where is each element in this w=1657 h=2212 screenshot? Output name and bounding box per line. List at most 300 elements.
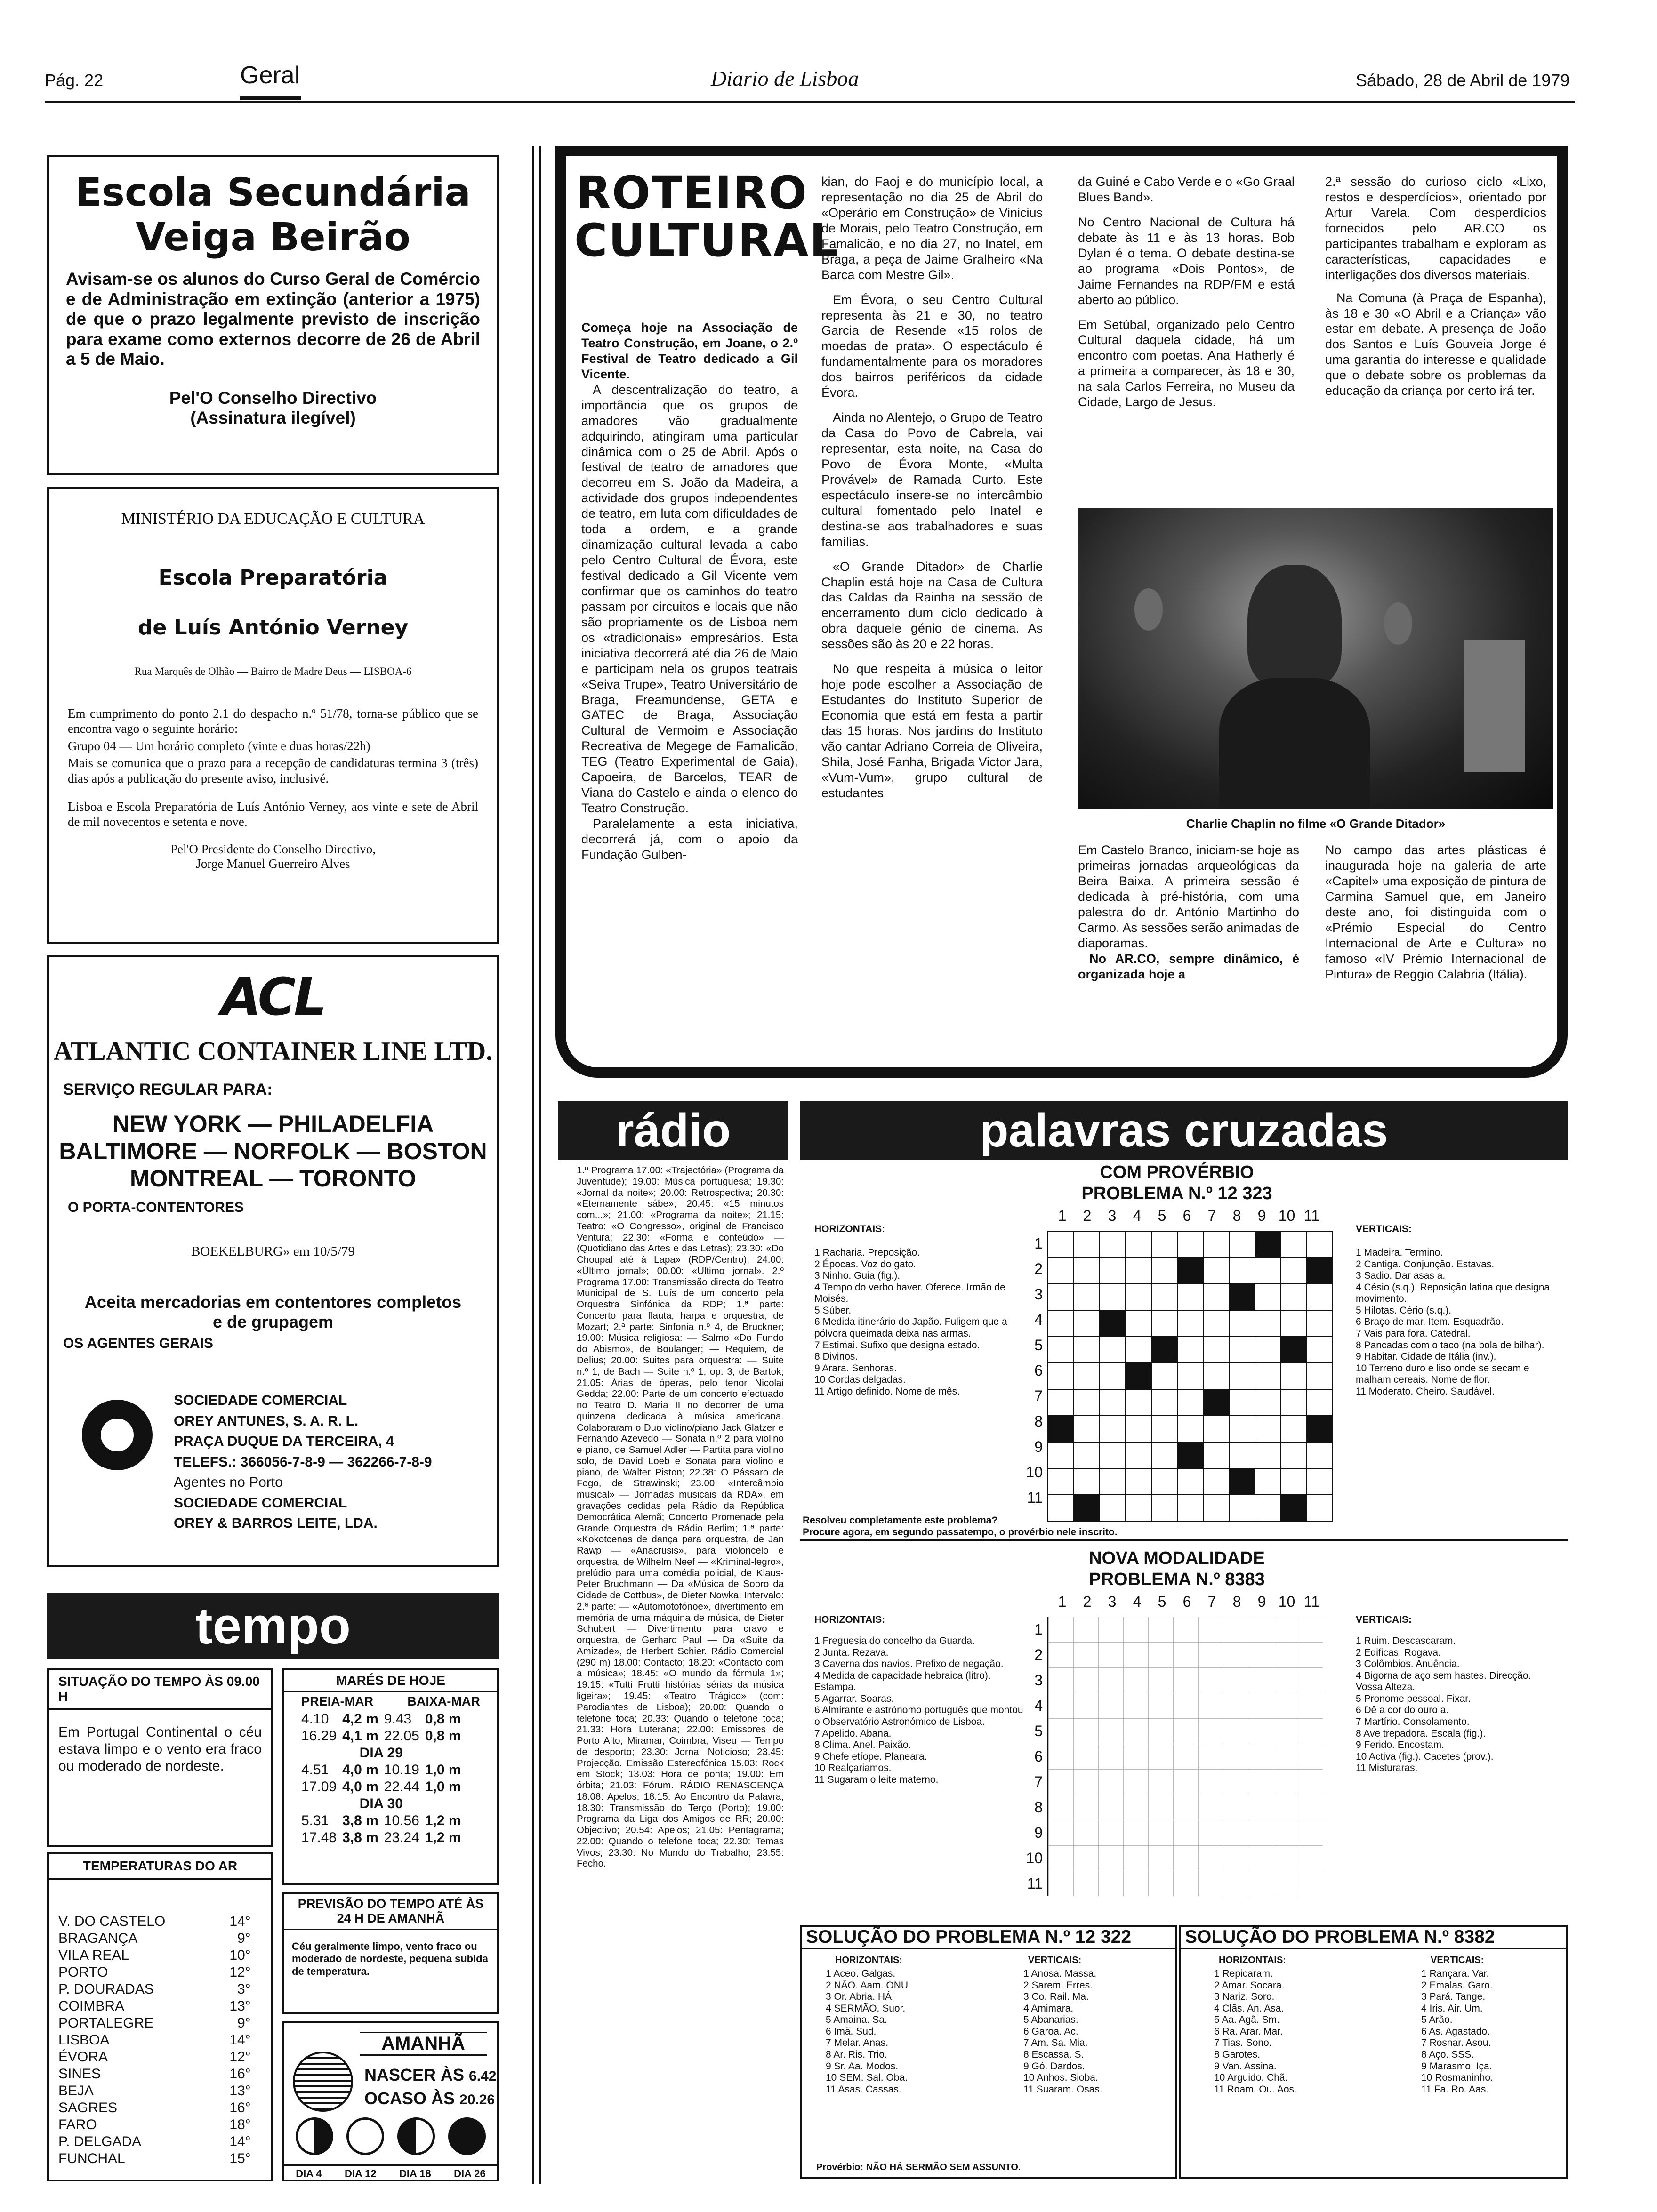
black-cell xyxy=(1203,1389,1229,1416)
grid-cell[interactable] xyxy=(1203,1442,1229,1468)
solution-entry: 1 Rançara. Var. xyxy=(1421,1968,1489,1979)
clue: 2 Junta. Rezava. xyxy=(814,1647,889,1658)
temp-row xyxy=(56,2116,254,2133)
grid-cell[interactable] xyxy=(1281,1416,1307,1442)
grid-cell[interactable] xyxy=(1203,1416,1229,1442)
tempo-band: tempo xyxy=(47,1593,499,1659)
col-number: 9 xyxy=(1257,1593,1266,1610)
ad-acl xyxy=(47,955,499,1567)
black-cell xyxy=(1100,1310,1126,1337)
clue: 5 Agarrar. Soaras. xyxy=(814,1693,894,1704)
grid-cell[interactable] xyxy=(1229,1258,1255,1284)
grid-cell[interactable] xyxy=(1126,1284,1151,1310)
black-cell xyxy=(1281,1337,1307,1363)
previsao-title: PREVISÃO DO TEMPO ATÉ ÀS 24 H DE AMANHÃ xyxy=(284,1894,497,1930)
grid-cell[interactable] xyxy=(1229,1310,1255,1337)
solution-entry: 5 Amaina. Sa. xyxy=(826,2014,887,2026)
ad-title: Escola Secundária xyxy=(75,170,471,215)
grid-cell[interactable] xyxy=(1100,1258,1126,1284)
grid-cell[interactable] xyxy=(1126,1468,1151,1495)
grid-cell[interactable] xyxy=(1074,1468,1100,1495)
solution-entry: 11 Asas. Cassas. xyxy=(826,2084,901,2095)
col-number: 8 xyxy=(1232,1593,1241,1610)
row-number: 5 xyxy=(1034,1723,1043,1739)
globe-icon xyxy=(293,2052,353,2112)
roteiro-text: No campo das artes plásticas é inaugurada hoje na galeria de arte «Capitel» uma exposição de pintura de Carmina Samuel que, em Janeiro deste ano, foi distinguida com o «Prémio Especial do Centro Internacional de Arte e Cultura» no famoso «IV Prémio Internacional de Pintura» de Reggio Calabria (Itália). xyxy=(1325,843,1546,981)
clue: 8 Clima. Anel. Paixão. xyxy=(814,1739,911,1751)
route: MONTREAL — TORONTO xyxy=(129,1165,417,1192)
temp-place: BRAGANÇA xyxy=(58,1931,138,1946)
col-number: 5 xyxy=(1158,1593,1166,1610)
roteiro-title xyxy=(574,167,839,267)
col-number: 8 xyxy=(1232,1207,1241,1224)
grid-cell[interactable] xyxy=(1177,1468,1203,1495)
col-number: 3 xyxy=(1108,1207,1117,1224)
roteiro-text: No que respeita à música o leitor hoje pode escolher a Associação de Estudantes do Instituto Superior de Economia que está em festa a partir das 15 horas. Nos jardins do Instituto vão cantar Adriano Correia de Oliveira, Shila, José Fanha, Brigada Victor Jara, «Vum-Vum», grupo cultural de estudantes xyxy=(821,662,1043,800)
clue: 6 Dê a cor do ouro a. xyxy=(1356,1705,1449,1716)
grid-cell[interactable] xyxy=(1255,1310,1281,1337)
column-divider xyxy=(539,146,541,2184)
solution-proverb: Provérbio: NÃO HÁ SERMÃO SEM ASSUNTO. xyxy=(816,2162,1021,2172)
solution-entry: 4 Amimara. xyxy=(1023,2003,1074,2014)
mare-time: 16.29 xyxy=(301,1728,337,1744)
grid-cell[interactable] xyxy=(1151,1442,1177,1468)
grid-cell[interactable] xyxy=(1126,1442,1151,1468)
solution-entry: 10 Arguido. Chã. xyxy=(1214,2072,1288,2084)
temp-row xyxy=(56,1913,254,1930)
black-cell xyxy=(1307,1258,1333,1284)
agent-name: SOCIEDADE COMERCIAL xyxy=(174,1393,347,1408)
situacao-box xyxy=(47,1668,273,1847)
grid-cell[interactable] xyxy=(1048,1468,1074,1495)
solution-entry: 4 Iris. Air. Um. xyxy=(1421,2003,1483,2014)
roteiro-lead: Começa hoje na Associação de Teatro Construção, em Joane, o 2.º Festival de Teatro dedicado a Gil Vicente. xyxy=(581,321,798,381)
solution-entry: 8 Ar. Ris. Trio. xyxy=(826,2049,887,2060)
grid-cell[interactable] xyxy=(1281,1258,1307,1284)
mare-time: 9.43 xyxy=(384,1711,412,1727)
grid-cell[interactable] xyxy=(1074,1337,1100,1363)
row-number: 4 xyxy=(1034,1697,1043,1714)
grid-cell[interactable] xyxy=(1048,1310,1074,1337)
crossword-grid-open[interactable] xyxy=(1047,1617,1323,1896)
grid-cell[interactable] xyxy=(1177,1337,1203,1363)
temperaturas-box xyxy=(47,1852,273,2181)
clue: 5 Súber. xyxy=(814,1305,852,1316)
mare-height: 0,8 m xyxy=(425,1728,461,1744)
clues-horizontal xyxy=(814,1247,1031,1397)
grid-cell[interactable] xyxy=(1126,1389,1151,1416)
situacao-title: SITUAÇÃO DO TEMPO ÀS 09.00 H xyxy=(49,1670,271,1710)
grid-cell[interactable] xyxy=(1048,1284,1074,1310)
grid-cell[interactable] xyxy=(1074,1389,1100,1416)
clues-vertical xyxy=(1356,1635,1553,1774)
verticais-label: VERTICAIS: xyxy=(1431,1955,1484,1965)
col-number: 10 xyxy=(1278,1207,1295,1224)
mare-height: 1,2 m xyxy=(425,1813,461,1828)
mare-height: 4,1 m xyxy=(342,1728,378,1744)
solution-entry: 6 Imã. Sud. xyxy=(826,2026,877,2037)
grid-cell[interactable] xyxy=(1048,1337,1074,1363)
solution-title: SOLUÇÃO DO PROBLEMA N.º 12 322 xyxy=(802,1927,1175,1949)
temp-row xyxy=(56,1981,254,1998)
clue: 7 Vais para fora. Catedral. xyxy=(1356,1328,1471,1339)
col-number: 7 xyxy=(1207,1593,1216,1610)
row-number: 8 xyxy=(1034,1799,1043,1816)
temp-place: VILA REAL xyxy=(58,1948,129,1963)
mare-height: 1,0 m xyxy=(425,1779,461,1795)
mare-time: 4.10 xyxy=(301,1711,329,1727)
grid-cell[interactable] xyxy=(1229,1442,1255,1468)
agent-name: OREY ANTUNES, S. A. R. L. xyxy=(174,1413,359,1429)
grid-cell[interactable] xyxy=(1100,1442,1126,1468)
column-divider xyxy=(532,146,534,2184)
grid-cell[interactable] xyxy=(1177,1310,1203,1337)
notice-text: Lisboa e Escola Preparatória de Luís António Verney, aos vinte e sete de Abril de mil novecentos e setenta e nove. xyxy=(68,799,478,829)
horizontais-label: HORIZONTAIS: xyxy=(814,1614,885,1625)
notice-text: Mais se comunica que o prazo para a recepção de candidaturas termina 3 (três) dias após a publicação do presente aviso, inclusivé. xyxy=(68,756,478,785)
date: Sábado, 28 de Abril de 1979 xyxy=(1356,71,1570,90)
grid-cell[interactable] xyxy=(1048,1389,1074,1416)
solution-entry: 9 Marasmo. Iça. xyxy=(1421,2060,1492,2072)
newspaper-name: Diario de Lisboa xyxy=(711,66,859,90)
temp-place: P. DELGADA xyxy=(58,2134,142,2149)
grid-cell[interactable] xyxy=(1307,1310,1333,1337)
clue: 6 Braço de mar. Item. Esquadrão. xyxy=(1356,1316,1504,1328)
row-number: 11 xyxy=(1027,1875,1043,1892)
grid-cell[interactable] xyxy=(1151,1468,1177,1495)
grid-cell[interactable] xyxy=(1255,1468,1281,1495)
solution-box-2 xyxy=(1179,1925,1568,2179)
grid-cell[interactable] xyxy=(1255,1363,1281,1389)
solution-entry: 5 Aa. Agã. Sm. xyxy=(1214,2014,1279,2026)
clue: 10 Realçariamos. xyxy=(814,1763,892,1774)
grid-cell[interactable] xyxy=(1281,1231,1307,1258)
grid-cell[interactable] xyxy=(1255,1389,1281,1416)
grid-cell[interactable] xyxy=(1126,1258,1151,1284)
roteiro-text: Em Castelo Branco, iniciam-se hoje as primeiras jornadas arqueológicas da Beira Baixa. A primeira sessão é dedicada à pré-história, com uma palestra do dr. António Martinho do Carmo. As sessões serão animadas de diaporamas. xyxy=(1078,843,1299,950)
grid-cell[interactable] xyxy=(1255,1258,1281,1284)
grid-cell[interactable] xyxy=(1151,1231,1177,1258)
temp-row xyxy=(56,2032,254,2049)
mare-time: 10.56 xyxy=(384,1813,419,1828)
solution-entry: 2 Sarem. Erres. xyxy=(1023,1980,1093,1991)
ocaso-time: 20.26 xyxy=(459,2092,495,2108)
grid-cell[interactable] xyxy=(1151,1389,1177,1416)
mare-day: DIA 30 xyxy=(359,1796,403,1811)
col-number: 6 xyxy=(1182,1593,1191,1610)
roteiro-text: kian, do Faoj e do município local, a representação no dia 25 de Abril do «Operário em Construção» de Vinicius de Morais, pelo Teatro Construção, em Famalicão, e no dia 27, no Inatel, em Braga, a peça de Jaime Gralheiro «Na Barca com Mestre Gil». xyxy=(821,175,1043,282)
grid-cell[interactable] xyxy=(1203,1363,1229,1389)
solution-entry: 9 Sr. Aa. Modos. xyxy=(826,2060,899,2072)
mare-height: 4,0 m xyxy=(342,1779,378,1795)
temp-value: 13° xyxy=(229,1998,251,2014)
temp-row xyxy=(56,2066,254,2083)
temp-row xyxy=(56,1930,254,1947)
col-number: 1 xyxy=(1058,1207,1067,1224)
grid-cell[interactable] xyxy=(1203,1231,1229,1258)
clue: 9 Arara. Senhoras. xyxy=(814,1362,897,1374)
black-cell xyxy=(1177,1442,1203,1468)
moon-new-icon xyxy=(296,2117,333,2155)
grid-cell[interactable] xyxy=(1100,1363,1126,1389)
grid-cell[interactable] xyxy=(1151,1416,1177,1442)
roteiro-title-line: CULTURAL xyxy=(574,214,839,267)
section-divider xyxy=(800,1539,1568,1541)
grid-cell[interactable] xyxy=(1151,1310,1177,1337)
grid-cell[interactable] xyxy=(1255,1284,1281,1310)
col-number: 2 xyxy=(1083,1207,1092,1224)
grid-cell[interactable] xyxy=(1100,1468,1126,1495)
roteiro-text: No Centro Nacional de Cultura há debate às 11 e às 13 horas. Bob Dylan é o tema. O debate destina-se ao programa «Dois Pontos», de Jaime Fernandes na RDP/FM e está aberto ao público. xyxy=(1078,215,1295,307)
grid-cell[interactable] xyxy=(1177,1363,1203,1389)
verticais-label: VERTICAIS: xyxy=(1356,1614,1412,1625)
temp-value: 18° xyxy=(229,2117,251,2132)
nascer-label: NASCER ÀS xyxy=(364,2065,465,2084)
mare-row xyxy=(298,1779,464,1795)
clue: 1 Madeira. Termino. xyxy=(1356,1247,1443,1258)
grid-cell[interactable] xyxy=(1255,1337,1281,1363)
grid-cell[interactable] xyxy=(1151,1258,1177,1284)
grid-cell[interactable] xyxy=(1307,1231,1333,1258)
col-number: 11 xyxy=(1303,1207,1320,1224)
mare-time: 4.51 xyxy=(301,1762,329,1778)
grid-cell[interactable] xyxy=(1281,1363,1307,1389)
grid-cell[interactable] xyxy=(1229,1389,1255,1416)
grid-cell[interactable] xyxy=(1177,1389,1203,1416)
grid-cell[interactable] xyxy=(1203,1468,1229,1495)
grid-cell[interactable] xyxy=(1048,1363,1074,1389)
clue: 1 Ruim. Descascaram. xyxy=(1356,1635,1456,1646)
row-number: 9 xyxy=(1034,1824,1043,1841)
mare-time: 22.44 xyxy=(384,1779,419,1795)
solution-entry: 4 SERMÃO. Suor. xyxy=(826,2003,906,2014)
black-cell xyxy=(1229,1284,1255,1310)
solution-entry: 2 Emalas. Garo. xyxy=(1421,1980,1493,1991)
grid-cell[interactable] xyxy=(1203,1310,1229,1337)
baixa-label: BAIXA-MAR xyxy=(407,1694,480,1708)
grid-cell[interactable] xyxy=(1048,1258,1074,1284)
grid-cell[interactable] xyxy=(1229,1363,1255,1389)
clue: 3 Caverna dos navios. Prefixo de negação. xyxy=(814,1659,1004,1670)
temp-row xyxy=(56,2100,254,2116)
solution-title: SOLUÇÃO DO PROBLEMA N.º 8382 xyxy=(1181,1927,1566,1949)
grid-cell[interactable] xyxy=(1048,1442,1074,1468)
grid-cell[interactable] xyxy=(1177,1231,1203,1258)
temp-place: FUNCHAL xyxy=(58,2151,125,2166)
solution-entry: 6 Garoa. Ac. xyxy=(1023,2026,1078,2037)
grid-cell[interactable] xyxy=(1307,1363,1333,1389)
grid-cell[interactable] xyxy=(1126,1231,1151,1258)
school-address: Rua Marquês de Olhão — Bairro de Madre Deus — LISBOA-6 xyxy=(134,665,412,677)
notice-text: Grupo 04 — Um horário completo (vinte e duas horas/22h) xyxy=(68,738,370,753)
temp-row xyxy=(56,2015,254,2032)
temp-value: 14° xyxy=(229,1914,251,1929)
moon-day: DIA 18 xyxy=(399,2168,431,2180)
black-cell xyxy=(1151,1337,1177,1363)
grid-cell[interactable] xyxy=(1203,1258,1229,1284)
grid-cell[interactable] xyxy=(1074,1363,1100,1389)
microphone-icon xyxy=(1384,602,1412,645)
mare-row xyxy=(298,1728,464,1745)
grid-cell[interactable] xyxy=(1307,1468,1333,1495)
route: NEW YORK — PHILADELFIA xyxy=(112,1111,434,1137)
grid-cell[interactable] xyxy=(1177,1284,1203,1310)
ministry-name: MINISTÉRIO DA EDUCAÇÃO E CULTURA xyxy=(121,510,425,528)
accept-text: e de grupagem xyxy=(212,1312,334,1331)
clue: 7 Apelido. Abana. xyxy=(814,1728,892,1739)
clue: 8 Divinos. xyxy=(814,1351,858,1362)
agent-name: OREY & BARROS LEITE, LDA. xyxy=(174,1515,378,1531)
ad-body: Avisam-se os alunos do Curso Geral de Comércio e de Administração em extinção (anterior a 1975) de que o prazo legalmente previsto de inscrição para exame como externos decorre de 26 de Abril a 5 de Maio. xyxy=(66,269,480,369)
temp-value: 3° xyxy=(237,1981,251,1997)
grid-cell[interactable] xyxy=(1048,1231,1074,1258)
solution-entry: 11 Suaram. Osas. xyxy=(1023,2084,1102,2095)
grid-cell[interactable] xyxy=(1281,1468,1307,1495)
problem-title: COM PROVÉRBIO xyxy=(1100,1162,1254,1182)
solution-entry: 7 Melar. Anas. xyxy=(826,2037,889,2049)
ship-name: BOEKELBURG» em 10/5/79 xyxy=(191,1244,355,1259)
black-cell xyxy=(1126,1363,1151,1389)
row-number: 3 xyxy=(1034,1672,1043,1689)
roteiro-text: Ainda no Alentejo, o Grupo de Teatro da Casa do Povo de Cabrela, vai representar, esta noite, na Casa do Povo de Évora Monte, «Multa Provável» de Ramada Curto. Este espectáculo insere-se no intercâmbio cultural fomentado pelo Inatel e destina-se aos trabalhadores e suas famílias. xyxy=(821,410,1043,549)
page-number: Pág. 22 xyxy=(45,71,104,90)
solution-entry: 8 Aço. SSS. xyxy=(1421,2049,1474,2060)
roteiro-text: No AR.CO, sempre dinâmico, é organizada hoje a xyxy=(1078,951,1299,981)
crossword-grid[interactable] xyxy=(1047,1231,1333,1522)
grid-cell[interactable] xyxy=(1151,1363,1177,1389)
grid-cell[interactable] xyxy=(1307,1284,1333,1310)
solution-entry: 2 NÃO. Aam. ONU xyxy=(826,1980,909,1991)
grid-cell[interactable] xyxy=(1281,1284,1307,1310)
grid-cell[interactable] xyxy=(1203,1337,1229,1363)
service-label: SERVIÇO REGULAR PARA: xyxy=(63,1081,273,1098)
grid-cell[interactable] xyxy=(1307,1442,1333,1468)
temp-row xyxy=(56,2150,254,2167)
clue: 4 Bigorna de aço sem hastes. Direcção. Vossa Alteza. xyxy=(1356,1670,1531,1693)
grid-cell[interactable] xyxy=(1229,1231,1255,1258)
solution-entry: 1 Anosa. Massa. xyxy=(1023,1968,1097,1979)
ship-label: O PORTA-CONTENTORES xyxy=(68,1200,244,1215)
clue: 3 Colômbios. Anuência. xyxy=(1356,1659,1460,1670)
solution-entry: 5 Abanarias. xyxy=(1023,2014,1078,2026)
grid-cell[interactable] xyxy=(1307,1389,1333,1416)
grid-cell[interactable] xyxy=(1100,1337,1126,1363)
ad-signature: (Assinatura ilegível) xyxy=(190,408,356,427)
temp-value: 9° xyxy=(237,2015,251,2031)
col-number: 6 xyxy=(1182,1207,1191,1224)
roteiro-text: A descentralização do teatro, a importância que os grupos de amadores vão gradualmente adquirindo, atingiram uma particular dinâmica com o 25 de Abril. Após o festival de teatro de amadores que decorreu em S. João da Madeira, a actividade dos grupos independentes de teatro, em luta com dificuldades de toda a ordem, e a grande dinamização cultural levada a cabo pelo Centro Cultural de Évora, este festival dedicado a Gil Vicente vem confirmar que os caminhos do teatro passam por circuitos e locais que não são propriamente os de Lisboa nem os «tradicionais» empresários. Esta iniciativa decorrerá até dia 26 de Maio e participam nela os grupos teatrais «Seiva Trupe», Teatro Universitário de Braga, Freamundense, GETA e GATEC de Braga, Associação Cultural de Vermoim e Associação Recreativa de Megege de Famalicão, TEG (Teatro Experimental de Gaia), Capoeira, de Barcelos, TEAR de Viana do Castelo e ainda o elenco do Teatro Construção. xyxy=(581,382,798,816)
roteiro-text: Paralelamente a esta iniciativa, decorrerá já, com o apoio da Fundação Gulben- xyxy=(581,817,798,862)
clue: 9 Habitar. Cidade de Itália (inv.). xyxy=(1356,1351,1496,1362)
row-number: 8 xyxy=(1034,1413,1043,1430)
clue: 11 Moderato. Cheiro. Saudável. xyxy=(1356,1386,1495,1397)
solution-entry: 10 Anhos. Sioba. xyxy=(1023,2072,1098,2084)
col-number: 2 xyxy=(1083,1593,1092,1610)
grid-cell[interactable] xyxy=(1074,1310,1100,1337)
clue: 7 Estimai. Sufixo que designa estado. xyxy=(814,1339,980,1351)
temp-place: BEJA xyxy=(58,2083,94,2099)
verticais-label: VERTICAIS: xyxy=(1028,1955,1082,1965)
grid-cell[interactable] xyxy=(1151,1284,1177,1310)
grid-cell[interactable] xyxy=(1203,1284,1229,1310)
grid-cell[interactable] xyxy=(1126,1310,1151,1337)
grid-cell[interactable] xyxy=(1177,1416,1203,1442)
note-line: Resolveu completamente este problema? xyxy=(803,1515,998,1526)
agent-address: PRAÇA DUQUE DA TERCEIRA, 4 xyxy=(174,1434,394,1449)
row-number: 11 xyxy=(1027,1489,1043,1506)
clue: 4 Césio (s.q.). Reposição latina que designa movimento. xyxy=(1356,1282,1550,1305)
grid-cell[interactable] xyxy=(1100,1416,1126,1442)
grid-cell[interactable] xyxy=(1100,1231,1126,1258)
moon-last-icon xyxy=(448,2117,486,2155)
agent-phone: TELEFS.: 366056-7-8-9 — 362266-7-8-9 xyxy=(174,1454,432,1470)
roteiro-text: Na Comuna (à Praça de Espanha), às 18 e 30 «O Abril e a Criança» vão estar em debate. A presença de João dos Santos e Luís Gouveia Jorge é uma garantia do interesse e qualidade que o debate sobre os problemas da educação da criança por certo irá ter. xyxy=(1325,290,1546,398)
clue: 1 Racharia. Preposição. xyxy=(814,1247,920,1258)
mare-height: 4,0 m xyxy=(342,1762,378,1778)
solution-entry: 7 Am. Sa. Mia. xyxy=(1023,2037,1088,2049)
grid-cell[interactable] xyxy=(1126,1337,1151,1363)
grid-cell[interactable] xyxy=(1281,1389,1307,1416)
grid-cell[interactable] xyxy=(1255,1416,1281,1442)
row-number: 6 xyxy=(1034,1362,1043,1379)
grid-cell[interactable] xyxy=(1074,1416,1100,1442)
solution-entry: 3 Nariz. Soro. xyxy=(1214,1991,1275,2003)
col-number: 1 xyxy=(1058,1593,1067,1610)
section-underline xyxy=(240,96,301,100)
solution-entry: 7 Rosnar. Asou. xyxy=(1421,2037,1491,2049)
temp-place: P. DOURADAS xyxy=(58,1981,154,1997)
black-cell xyxy=(1229,1468,1255,1495)
mare-row xyxy=(298,1711,464,1728)
grid-cell[interactable] xyxy=(1229,1416,1255,1442)
grid-cell[interactable] xyxy=(1281,1442,1307,1468)
grid-cell[interactable] xyxy=(1255,1442,1281,1468)
temp-value: 16° xyxy=(229,2100,251,2116)
mare-day: DIA 29 xyxy=(359,1745,403,1761)
clue: 4 Tempo do verbo haver. Oferece. Irmão de Moisés. xyxy=(814,1282,1005,1305)
mare-row xyxy=(298,1829,464,1846)
grid-cell[interactable] xyxy=(1100,1284,1126,1310)
section-title: Geral xyxy=(240,62,300,89)
solution-entry: 5 Arão. xyxy=(1421,2014,1453,2026)
grid-cell[interactable] xyxy=(1074,1284,1100,1310)
mare-time: 22.05 xyxy=(384,1728,419,1744)
col-number: 3 xyxy=(1108,1593,1117,1610)
col-number: 4 xyxy=(1133,1207,1142,1224)
horizontais-label: HORIZONTAIS: xyxy=(814,1224,885,1234)
grid-cell[interactable] xyxy=(1307,1337,1333,1363)
solution-entry: 6 As. Agastado. xyxy=(1421,2026,1490,2037)
solution-entry: 9 Van. Assina. xyxy=(1214,2060,1277,2072)
solution-entry: 6 Ra. Arar. Mar. xyxy=(1214,2026,1283,2037)
ad-signature: Pel'O Conselho Directivo xyxy=(169,388,377,408)
microphone-icon xyxy=(1464,640,1525,772)
grid-cell[interactable] xyxy=(1074,1258,1100,1284)
temp-row xyxy=(56,2083,254,2100)
grid-cell[interactable] xyxy=(1100,1389,1126,1416)
grid-cell[interactable] xyxy=(1229,1337,1255,1363)
grid-cell[interactable] xyxy=(1074,1442,1100,1468)
grid-cell[interactable] xyxy=(1126,1416,1151,1442)
mare-height: 1,2 m xyxy=(425,1830,461,1845)
temperaturas-table xyxy=(56,1913,254,2167)
mare-row xyxy=(298,1812,464,1829)
moon-full-icon xyxy=(397,2117,435,2155)
grid-cell[interactable] xyxy=(1281,1310,1307,1337)
grid-cell[interactable] xyxy=(1074,1231,1100,1258)
previsao-text: Céu geralmente limpo, vento fraco ou moderado de nordeste, pequena subida de temperatura. xyxy=(292,1940,488,1977)
clue: 2 Edificas. Rogava. xyxy=(1356,1647,1441,1658)
